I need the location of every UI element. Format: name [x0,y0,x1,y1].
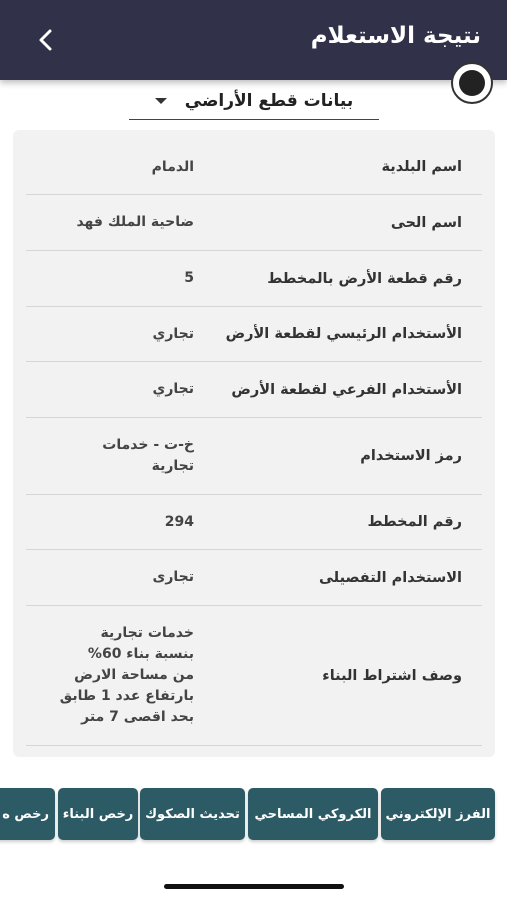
row-label: رقم المخطط [367,514,462,530]
info-row [26,140,482,195]
tab-more-permits[interactable]: رخص ه [0,788,55,840]
row-label: الأستخدام الرئيسي لقطعة الأرض [225,326,462,342]
row-value: تجاري [152,325,194,342]
dropdown-label: بيانات قطع الأراضي [184,90,354,111]
row-value: 294 [164,513,194,530]
action-tabs [2,788,495,840]
chevron-left-icon [36,28,56,52]
row-label: رمز الاستخدام [360,448,462,464]
row-label: اسم الحى [390,214,462,231]
info-row [26,495,482,550]
row-value: تجاري [152,381,194,397]
row-value: ضاحية الملك فهد [76,214,194,230]
page-title: نتيجة الاستعلام [310,23,481,49]
back-button[interactable] [26,20,66,60]
tab-building-permits[interactable]: رخص البناء [58,788,138,840]
info-row [26,307,482,362]
row-label: اسم البلدية [381,159,462,175]
row-label: رقم قطعة الأرض بالمخطط [267,270,462,287]
row-value: خدمات تجارية بنسبة بناء 60% من مساحة الارض بارتفاع عدد 1 طابق بحد اقصى 7 متر [59,625,194,725]
record-icon[interactable] [449,60,495,106]
row-value: الدمام [151,158,194,175]
info-row [26,418,482,495]
info-row [26,251,482,307]
row-label: وصف اشتراط البناء [322,667,462,684]
data-type-dropdown[interactable] [129,82,379,120]
info-row [26,195,482,251]
tab-deed-update[interactable]: تحديث الصكوك [140,788,245,840]
info-row [26,550,482,606]
info-row [26,362,482,418]
land-info-card [13,130,495,757]
home-indicator [164,884,344,889]
dropdown-arrow-icon [155,98,167,104]
tab-electronic-sorting[interactable]: الفرز الإلكتروني [381,788,495,840]
row-value: خ-ت - خدمات تجارية [102,437,194,474]
row-value: 5 [184,270,194,286]
row-label: الأستخدام الفرعي لقطعة الأرض [231,381,462,398]
tab-survey-sketch[interactable]: الكروكي المساحي [248,788,378,840]
info-row [26,606,482,746]
row-label: الاستخدام التفصيلى [319,569,462,586]
app-header [0,0,507,80]
row-value: تجارى [152,569,194,585]
